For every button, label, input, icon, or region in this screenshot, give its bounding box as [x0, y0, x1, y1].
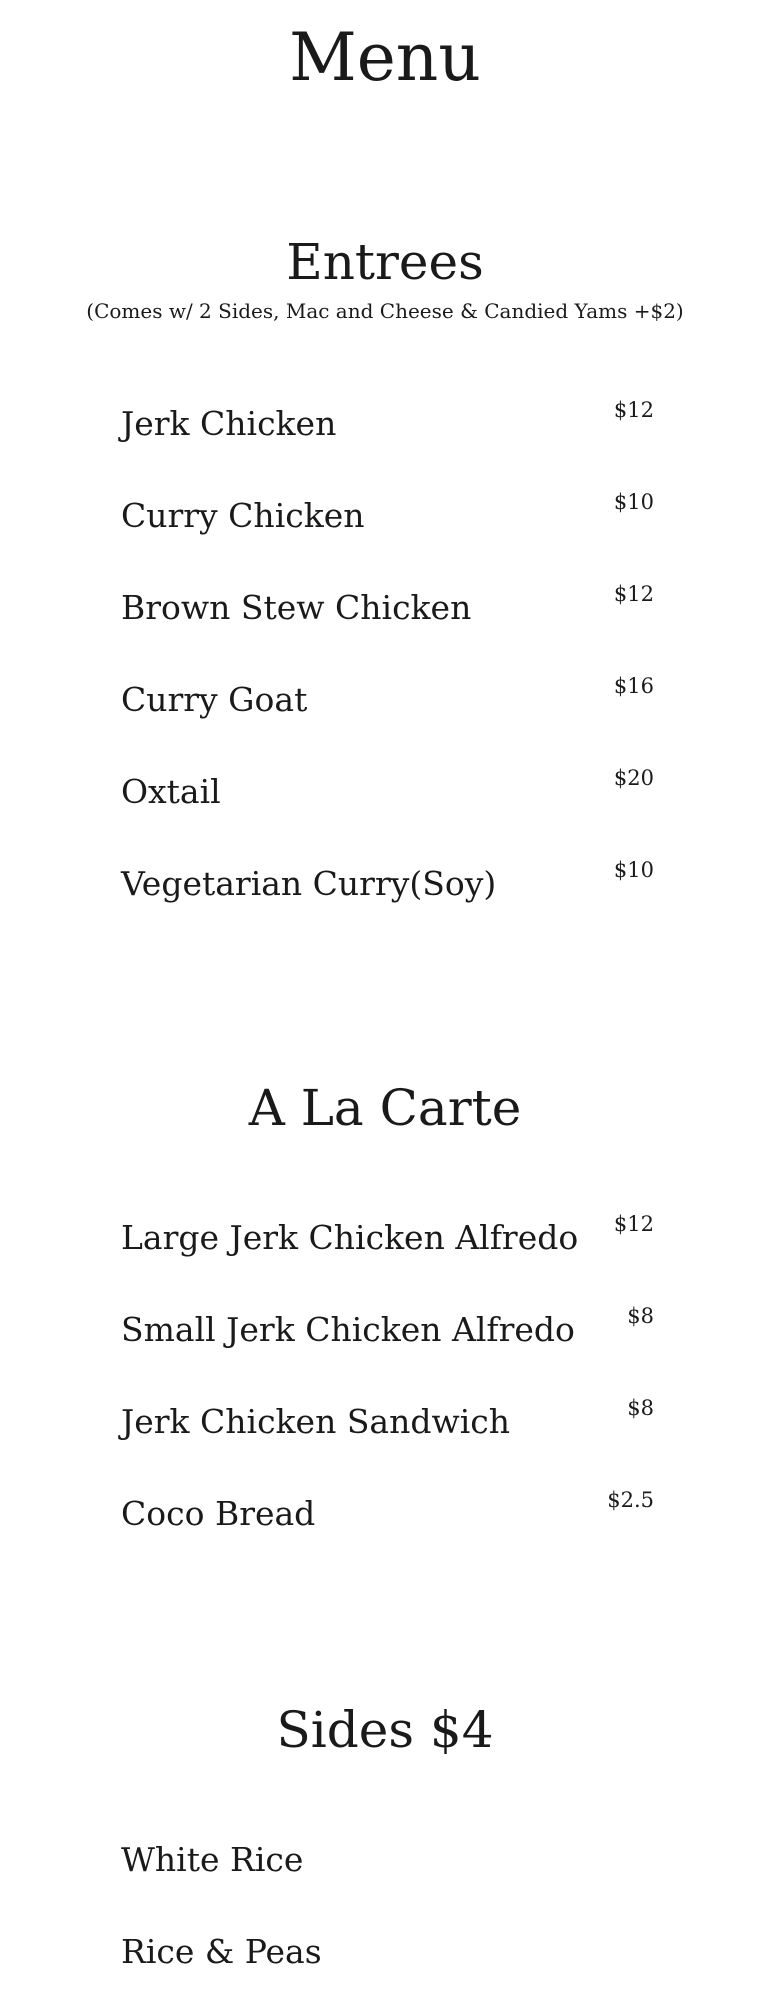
- a-la-carte-title: A La Carte: [248, 1079, 522, 1137]
- menu-item: [121, 1296, 654, 1356]
- menu-item: [121, 574, 654, 634]
- item-name: Large Jerk Chicken Alfredo: [121, 1218, 579, 1257]
- item-name: Jerk Chicken Sandwich: [121, 1402, 511, 1441]
- item-name: Coco Bread: [121, 1494, 316, 1533]
- menu-item: [121, 666, 654, 726]
- item-name: Curry Goat: [121, 680, 308, 719]
- item-price: $16: [613, 674, 654, 698]
- item-price: $8: [627, 1304, 654, 1328]
- item-name: Small Jerk Chicken Alfredo: [121, 1310, 575, 1349]
- menu-item: [121, 758, 654, 818]
- item-price: $12: [613, 1212, 654, 1236]
- menu-item: [121, 1388, 654, 1448]
- item-price: $12: [613, 582, 654, 606]
- page-title: Menu: [289, 19, 481, 96]
- entrees-title: Entrees: [286, 233, 484, 291]
- menu-item: [121, 850, 654, 910]
- item-name: Curry Chicken: [121, 496, 365, 535]
- item-price: $20: [613, 766, 654, 790]
- sides-title: Sides $4: [276, 1701, 494, 1759]
- item-price: $8: [627, 1396, 654, 1420]
- entrees-section: [0, 232, 770, 903]
- menu-item: [121, 390, 654, 450]
- item-name: White Rice: [121, 1840, 304, 1879]
- menu-item: [121, 1918, 654, 1978]
- menu-item: [121, 482, 654, 542]
- sides-section: [0, 1700, 770, 1971]
- item-price: $10: [613, 858, 654, 882]
- a-la-carte-section: [0, 1078, 770, 1533]
- item-name: Jerk Chicken: [121, 404, 337, 443]
- menu-item: [121, 1480, 654, 1540]
- item-price: $10: [613, 490, 654, 514]
- item-price: $2.5: [607, 1488, 654, 1512]
- menu-item: [121, 1204, 654, 1264]
- menu-item: [121, 1826, 654, 1886]
- item-price: $12: [613, 398, 654, 422]
- item-name: Vegetarian Curry(Soy): [121, 864, 497, 903]
- item-name: Brown Stew Chicken: [121, 588, 472, 627]
- entrees-note: (Comes w/ 2 Sides, Mac and Cheese & Candied Yams +$2): [86, 299, 684, 323]
- item-name: Rice & Peas: [121, 1932, 322, 1971]
- item-name: Oxtail: [121, 772, 221, 811]
